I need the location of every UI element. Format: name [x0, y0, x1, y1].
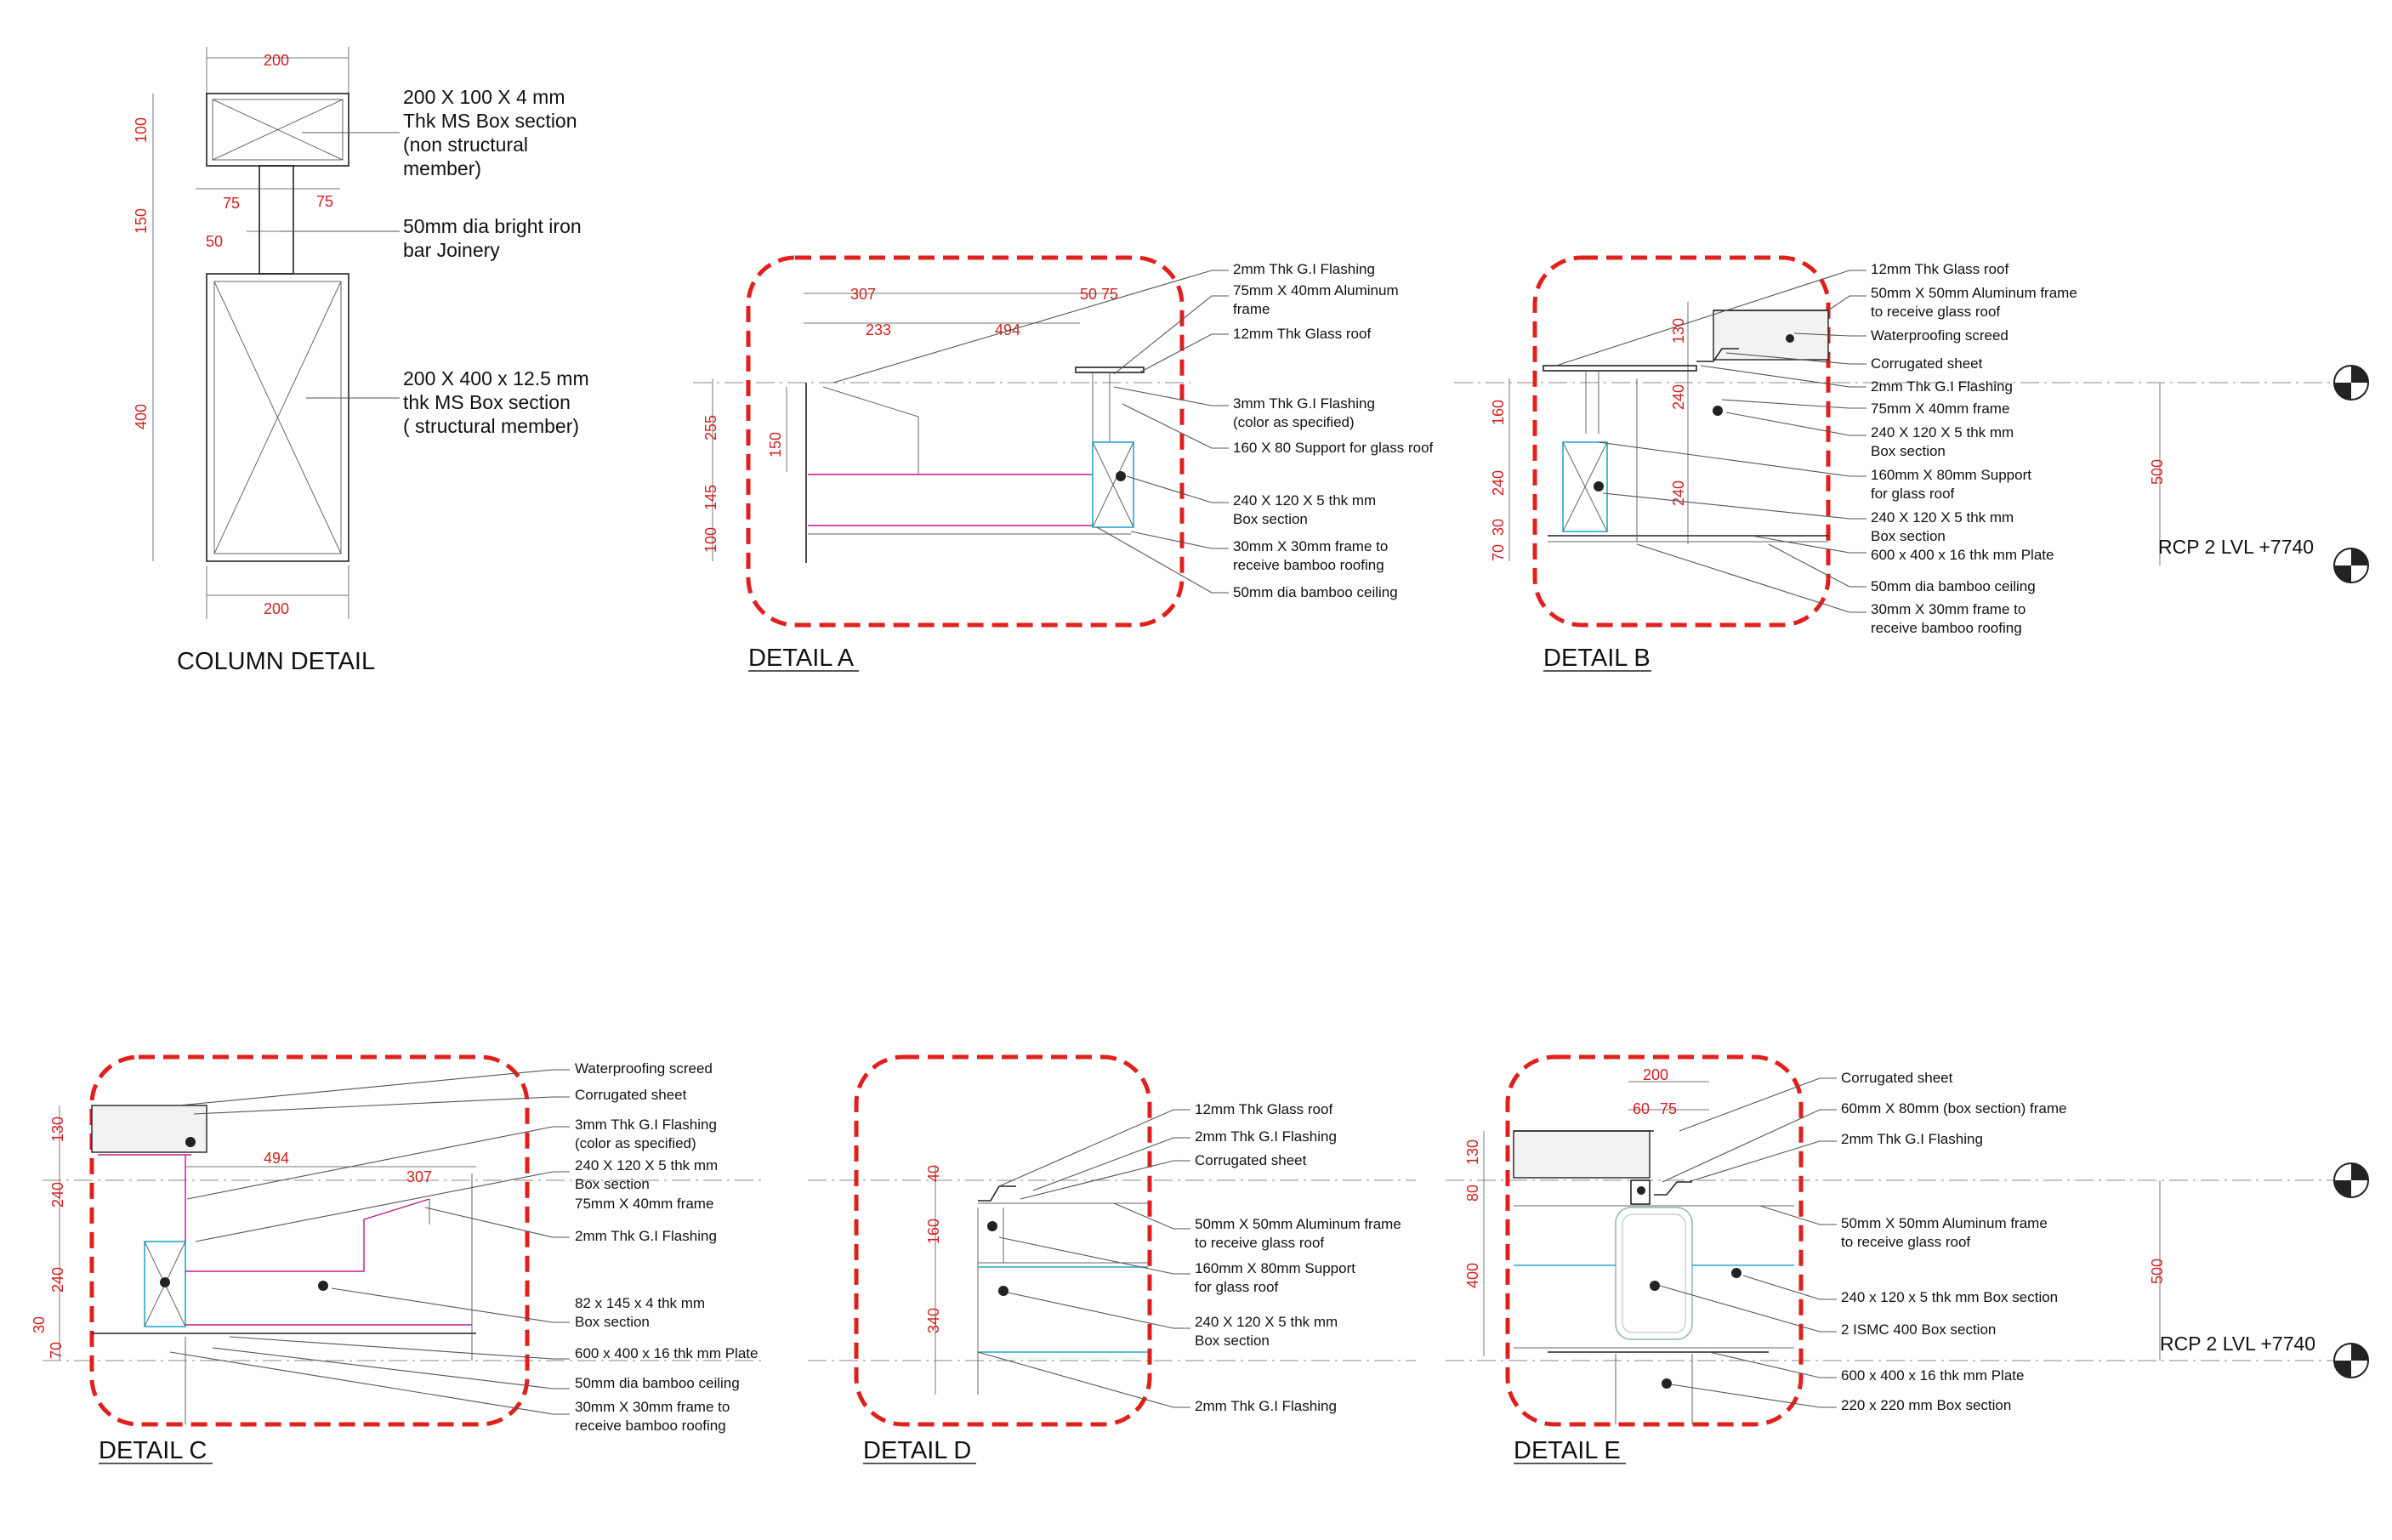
detail-c-title: DETAIL C [99, 1437, 207, 1464]
d-dim-340: 340 [925, 1307, 942, 1333]
b-note-5: 2mm Thk G.I Flashing [1871, 378, 2013, 395]
e-level-label: RCP 2 LVL +7740 [2160, 1333, 2316, 1355]
a-dim-100: 100 [702, 526, 719, 553]
col-dim-bottom-height: 400 [133, 403, 150, 429]
col-dim-top-height: 100 [133, 116, 150, 143]
a-note-1: 2mm Thk G.I Flashing [1233, 261, 1375, 277]
e-dim-200: 200 [1643, 1066, 1669, 1083]
d-note-5: 160mm X 80mm Support for glass roof [1195, 1260, 1355, 1295]
e-dim-75: 75 [1660, 1100, 1678, 1117]
c-note-5: 75mm X 40mm frame [575, 1196, 714, 1212]
detail-a-callout [748, 258, 1182, 625]
b-level-label: RCP 2 LVL +7740 [2158, 536, 2315, 558]
b-dim-240a: 240 [1670, 384, 1687, 410]
e-dim-500: 500 [2149, 1258, 2166, 1284]
a-section-dot [1116, 471, 1126, 481]
c-note-6: 2mm Thk G.I Flashing [575, 1228, 717, 1244]
e-note-5: 240 x 120 x 5 thk mm Box section [1841, 1289, 2059, 1305]
a-note-4: 3mm Thk G.I Flashing (color as specified) [1233, 395, 1375, 430]
d-note-1: 12mm Thk Glass roof [1195, 1101, 1333, 1117]
a-dim-307: 307 [850, 286, 877, 303]
detail-e-callout [1508, 1057, 1801, 1424]
a-note-8: 50mm dia bamboo ceiling [1233, 584, 1398, 600]
b-note-7: 240 X 120 X 5 thk mm Box section [1871, 424, 2014, 459]
a-note-2: 75mm X 40mm Aluminum frame [1233, 282, 1399, 317]
c-dim-494: 494 [264, 1150, 290, 1167]
e-ismc-box [1616, 1208, 1692, 1339]
c-note-9: 50mm dia bamboo ceiling [575, 1375, 740, 1391]
e-note-8: 220 x 220 mm Box section [1841, 1397, 2012, 1413]
b-level-marker-bottom [2334, 548, 2368, 582]
b-note-6: 75mm X 40mm frame [1871, 401, 2010, 417]
a-dim-50: 50 [1080, 286, 1098, 303]
a-note-3: 12mm Thk Glass roof [1233, 326, 1372, 342]
c-dim-307: 307 [406, 1168, 433, 1185]
col-note-2: 50mm dia bright iron bar Joinery [403, 215, 582, 261]
c-note-10: 30mm X 30mm frame to receive bamboo roofing [575, 1399, 730, 1434]
detail-d-title: DETAIL D [863, 1437, 972, 1464]
c-note-8: 600 x 400 x 16 thk mm Plate [575, 1345, 759, 1361]
detail-a [693, 258, 1434, 672]
b-dim-240c: 240 [1490, 469, 1507, 496]
a-dim-233: 233 [866, 321, 892, 338]
column-neck [259, 166, 293, 274]
detail-a-title: DETAIL A [748, 645, 855, 672]
e-note-7: 600 x 400 x 16 thk mm Plate [1841, 1367, 2025, 1384]
e-level-marker-top [2334, 1163, 2368, 1197]
col-dim-neck-left: 75 [223, 195, 241, 212]
b-note-3: Waterproofing screed [1871, 327, 2008, 344]
c-note-1: Waterproofing screed [575, 1060, 713, 1077]
e-level-marker-bottom [2334, 1344, 2368, 1378]
a-dim-75: 75 [1101, 286, 1119, 303]
e-screed [1514, 1131, 1650, 1178]
b-note-12: 30mm X 30mm frame to receive bamboo roofing [1871, 601, 2026, 636]
b-level-marker-top [2334, 366, 2368, 400]
a-note-5: 160 X 80 Support for glass roof [1233, 440, 1434, 456]
b-note-11: 50mm dia bamboo ceiling [1871, 578, 2036, 594]
c-dim-30: 30 [31, 1316, 48, 1333]
a-dim-494: 494 [995, 321, 1021, 338]
b-dim-130: 130 [1670, 317, 1687, 344]
a-dim-150: 150 [767, 431, 784, 457]
d-note-2: 2mm Thk G.I Flashing [1195, 1128, 1337, 1145]
b-note-4: Corrugated sheet [1871, 355, 1983, 372]
d-dim-160: 160 [925, 1218, 942, 1244]
detail-d [808, 1057, 1416, 1464]
c-note-4: 240 X 120 X 5 thk mm Box section [575, 1157, 719, 1192]
e-note-6: 2 ISMC 400 Box section [1841, 1321, 1997, 1338]
d-note-6: 240 X 120 X 5 thk mm Box section [1195, 1314, 1338, 1349]
b-note-10: 600 x 400 x 16 thk mm Plate [1871, 547, 2054, 563]
e-dim-80: 80 [1464, 1184, 1481, 1202]
c-note-7: 82 x 145 x 4 thk mm Box section [575, 1295, 706, 1330]
d-note-7: 2mm Thk G.I Flashing [1195, 1398, 1337, 1414]
b-note-1: 12mm Thk Glass roof [1871, 261, 2009, 277]
column-detail-title: COLUMN DETAIL [177, 648, 376, 675]
b-dim-160: 160 [1490, 399, 1507, 425]
d-note-4: 50mm X 50mm Aluminum frame to receive glass roof [1195, 1216, 1401, 1251]
c-dim-240b: 240 [49, 1266, 66, 1293]
b-note-9: 240 X 120 X 5 thk mm Box section [1871, 509, 2014, 544]
col-note-1: 200 X 100 X 4 mm Thk MS Box section (non structural member) [403, 86, 577, 179]
col-note-3: 200 X 400 x 12.5 mm thk MS Box section ( structural member) [403, 367, 589, 437]
col-dim-top-width: 200 [264, 52, 290, 69]
col-dim-neck-right: 75 [316, 193, 334, 210]
c-note-3: 3mm Thk G.I Flashing (color as specified) [575, 1117, 717, 1151]
column-detail [133, 47, 594, 675]
e-note-4: 50mm X 50mm Aluminum frame to receive glass roof [1841, 1215, 2048, 1250]
e-dim-130: 130 [1464, 1139, 1481, 1165]
b-note-8: 160mm X 80mm Support for glass roof [1871, 467, 2031, 502]
b-dim-500: 500 [2149, 458, 2166, 485]
e-dim-60: 60 [1633, 1100, 1651, 1117]
col-dim-bottom-width: 200 [264, 600, 290, 617]
c-dim-70: 70 [48, 1341, 65, 1359]
c-dim-130: 130 [49, 1116, 66, 1142]
detail-e [1446, 1057, 2368, 1464]
detail-b-title: DETAIL B [1543, 645, 1651, 672]
a-dim-145: 145 [702, 484, 719, 510]
detail-c [31, 1057, 765, 1464]
detail-e-title: DETAIL E [1514, 1437, 1621, 1464]
b-dim-70: 70 [1490, 543, 1507, 561]
b-dim-240b: 240 [1670, 480, 1687, 506]
c-note-2: Corrugated sheet [575, 1087, 687, 1103]
e-note-1: Corrugated sheet [1841, 1070, 1953, 1086]
e-note-2: 60mm X 80mm (box section) frame [1841, 1100, 2067, 1117]
a-note-6: 240 X 120 X 5 thk mm Box section [1233, 492, 1377, 527]
b-dim-30: 30 [1490, 518, 1507, 536]
e-dim-400: 400 [1464, 1262, 1481, 1288]
a-dim-255: 255 [702, 414, 719, 440]
a-note-7: 30mm X 30mm frame to receive bamboo roofing [1233, 538, 1389, 573]
b-screed [1713, 310, 1828, 360]
b-note-2: 50mm X 50mm Aluminum frame to receive glass roof [1871, 285, 2077, 320]
c-dim-240a: 240 [49, 1181, 66, 1208]
col-dim-neck-height: 150 [133, 207, 150, 234]
e-note-3: 2mm Thk G.I Flashing [1841, 1131, 1983, 1147]
d-note-3: Corrugated sheet [1195, 1152, 1307, 1168]
detail-b [1454, 258, 2368, 672]
d-dim-40: 40 [925, 1164, 942, 1182]
col-dim-bar: 50 [206, 233, 224, 250]
